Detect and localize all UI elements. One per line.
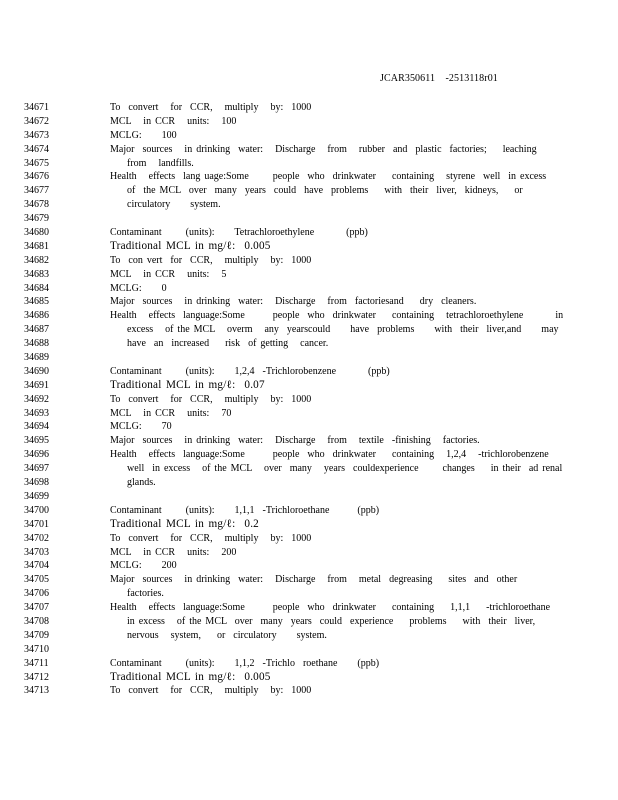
document-line (0, 573, 618, 587)
line-text: of the MCL over many years could have problems with their liver, kidneys, or (127, 185, 523, 197)
document-line (0, 615, 618, 629)
line-text: Health effects language:Some people who drinkwater containing 1,2,4 -trichlorobenzene (110, 449, 549, 461)
line-number: 34680 (24, 227, 49, 239)
line-text: Health effects lang uage:Some people who drinkwater containing styrene well in excess (110, 171, 547, 183)
line-number: 34705 (24, 574, 49, 586)
line-text: excess of the MCL overm any yearscould have problems with their liver,and may (127, 324, 559, 336)
line-text: To convert for CCR, multiply by: 1000 (110, 393, 312, 405)
line-number: 34688 (24, 338, 49, 350)
document-line (0, 490, 618, 504)
line-number: 34707 (24, 602, 49, 614)
line-text: To convert for CCR, multiply by: 1000 (110, 532, 312, 544)
line-text: Major sources in drinking water: Discharge from factoriesand dry cleaners. (110, 296, 477, 308)
document-line (0, 129, 618, 143)
line-number: 34685 (24, 296, 49, 308)
document-header (380, 73, 498, 84)
line-text: MCLG: 0 (110, 282, 167, 294)
line-text: To con vert for CCR, multiply by: 1000 (110, 254, 312, 266)
line-number: 34672 (24, 115, 49, 127)
line-number: 34683 (24, 268, 49, 280)
document-line (0, 532, 618, 546)
line-number: 34696 (24, 449, 49, 461)
document-line (0, 170, 618, 184)
line-number: 34676 (24, 171, 49, 183)
line-number: 34703 (24, 546, 49, 558)
document-line (0, 559, 618, 573)
line-text: Major sources in drinking water: Discharge from textile -finishing factories. (110, 435, 480, 447)
line-number: 34679 (24, 213, 49, 225)
document-line (0, 420, 618, 434)
line-text: Contaminant (units): Tetrachloroethylene (ppb) (110, 227, 368, 239)
document-line (0, 309, 618, 323)
document-line (0, 157, 618, 171)
document-line (0, 476, 618, 490)
line-number: 34713 (24, 685, 49, 697)
line-number: 34699 (24, 490, 49, 502)
document-line (0, 212, 618, 226)
document-line (0, 587, 618, 601)
document-line (0, 240, 618, 254)
line-number: 34712 (24, 671, 49, 683)
line-number: 34689 (24, 352, 49, 364)
line-text: Major sources in drinking water: Discharge from metal degreasing sites and other (110, 574, 518, 586)
line-number: 34704 (24, 560, 49, 572)
document-line (0, 184, 618, 198)
document-line (0, 393, 618, 407)
line-number: 34681 (24, 240, 49, 252)
line-number: 34701 (24, 518, 49, 530)
document-line (0, 351, 618, 365)
document-line (0, 462, 618, 476)
line-text: Health effects language:Some people who drinkwater containing tetrachloroethylene in (110, 310, 564, 322)
document-line (0, 365, 618, 379)
line-text: in excess of the MCL over many years could experience problems with their liver, (127, 615, 536, 627)
doc-ref: -2513118r01 (445, 73, 498, 84)
line-number: 34708 (24, 615, 49, 627)
line-text: MCLG: 200 (110, 560, 177, 572)
line-text: factories. (127, 588, 164, 600)
document-line (0, 518, 618, 532)
document-line (0, 198, 618, 212)
document-line (0, 671, 618, 685)
document-line (0, 434, 618, 448)
line-text: MCL in CCR units: 70 (110, 407, 232, 419)
document-line (0, 323, 618, 337)
traditional-mcl-line: Traditional MCL in mg/ℓ: 0.005 (110, 670, 271, 683)
line-text: glands. (127, 477, 156, 489)
line-text: nervous system, or circulatory system. (127, 629, 327, 641)
document-line (0, 282, 618, 296)
document-line (0, 629, 618, 643)
line-text: MCL in CCR units: 200 (110, 546, 237, 558)
document-line (0, 643, 618, 657)
document-line (0, 115, 618, 129)
line-number: 34697 (24, 463, 49, 475)
doc-id: JCAR350611 (380, 73, 436, 84)
line-number: 34686 (24, 310, 49, 322)
line-text: To convert for CCR, multiply by: 1000 (110, 685, 312, 697)
line-number: 34673 (24, 129, 49, 141)
line-number: 34671 (24, 102, 49, 113)
line-number: 34687 (24, 324, 49, 336)
document-line (0, 143, 618, 157)
document-line (0, 295, 618, 309)
line-text: Contaminant (units): 1,1,2 -Trichlo roethane (ppb) (110, 657, 380, 669)
line-text: from landfills. (127, 157, 194, 169)
line-number: 34684 (24, 282, 49, 294)
traditional-mcl-line: Traditional MCL in mg/ℓ: 0.07 (110, 378, 265, 391)
line-text: Contaminant (units): 1,2,4 -Trichlorobenzene (ppb) (110, 365, 390, 377)
line-text: circulatory system. (127, 199, 221, 211)
document-line (0, 407, 618, 421)
document-line (0, 546, 618, 560)
line-text: Contaminant (units): 1,1,1 -Trichloroethane (ppb) (110, 504, 380, 516)
line-number: 34710 (24, 643, 49, 655)
document-line (0, 226, 618, 240)
traditional-mcl-line: Traditional MCL in mg/ℓ: 0.2 (110, 517, 259, 530)
document-line (0, 504, 618, 518)
line-text: To convert for CCR, multiply by: 1000 (110, 102, 312, 113)
document-line (0, 448, 618, 462)
line-text: have an increased risk of getting cancer. (127, 338, 329, 350)
line-text: MCLG: 70 (110, 421, 172, 433)
document-line (0, 337, 618, 351)
line-number: 34698 (24, 477, 49, 489)
line-number: 34709 (24, 629, 49, 641)
document-body (0, 101, 618, 698)
line-number: 34677 (24, 185, 49, 197)
line-number: 34695 (24, 435, 49, 447)
line-number: 34694 (24, 421, 49, 433)
document-line (0, 684, 618, 698)
line-number: 34678 (24, 199, 49, 211)
document-line (0, 601, 618, 615)
document-line (0, 101, 618, 115)
document-line (0, 379, 618, 393)
line-number: 34690 (24, 365, 49, 377)
line-text: well in excess of the MCL over many years couldexperience changes in their ad renal (127, 463, 563, 475)
line-text: MCLG: 100 (110, 129, 177, 141)
line-number: 34693 (24, 407, 49, 419)
line-text: MCL in CCR units: 5 (110, 268, 227, 280)
line-number: 34706 (24, 588, 49, 600)
line-number: 34691 (24, 379, 49, 391)
traditional-mcl-line: Traditional MCL in mg/ℓ: 0.005 (110, 239, 271, 252)
line-number: 34700 (24, 504, 49, 516)
line-text: MCL in CCR units: 100 (110, 115, 237, 127)
document-line (0, 254, 618, 268)
line-text: Major sources in drinking water: Discharge from rubber and plastic factories; leaching (110, 143, 537, 155)
line-text: Health effects language:Some people who drinkwater containing 1,1,1 -trichloroethane (110, 602, 551, 614)
line-number: 34675 (24, 157, 49, 169)
line-number: 34692 (24, 393, 49, 405)
line-number: 34711 (24, 657, 49, 669)
document-line (0, 657, 618, 671)
line-number: 34674 (24, 143, 49, 155)
line-number: 34682 (24, 254, 49, 266)
document-line (0, 268, 618, 282)
line-number: 34702 (24, 532, 49, 544)
